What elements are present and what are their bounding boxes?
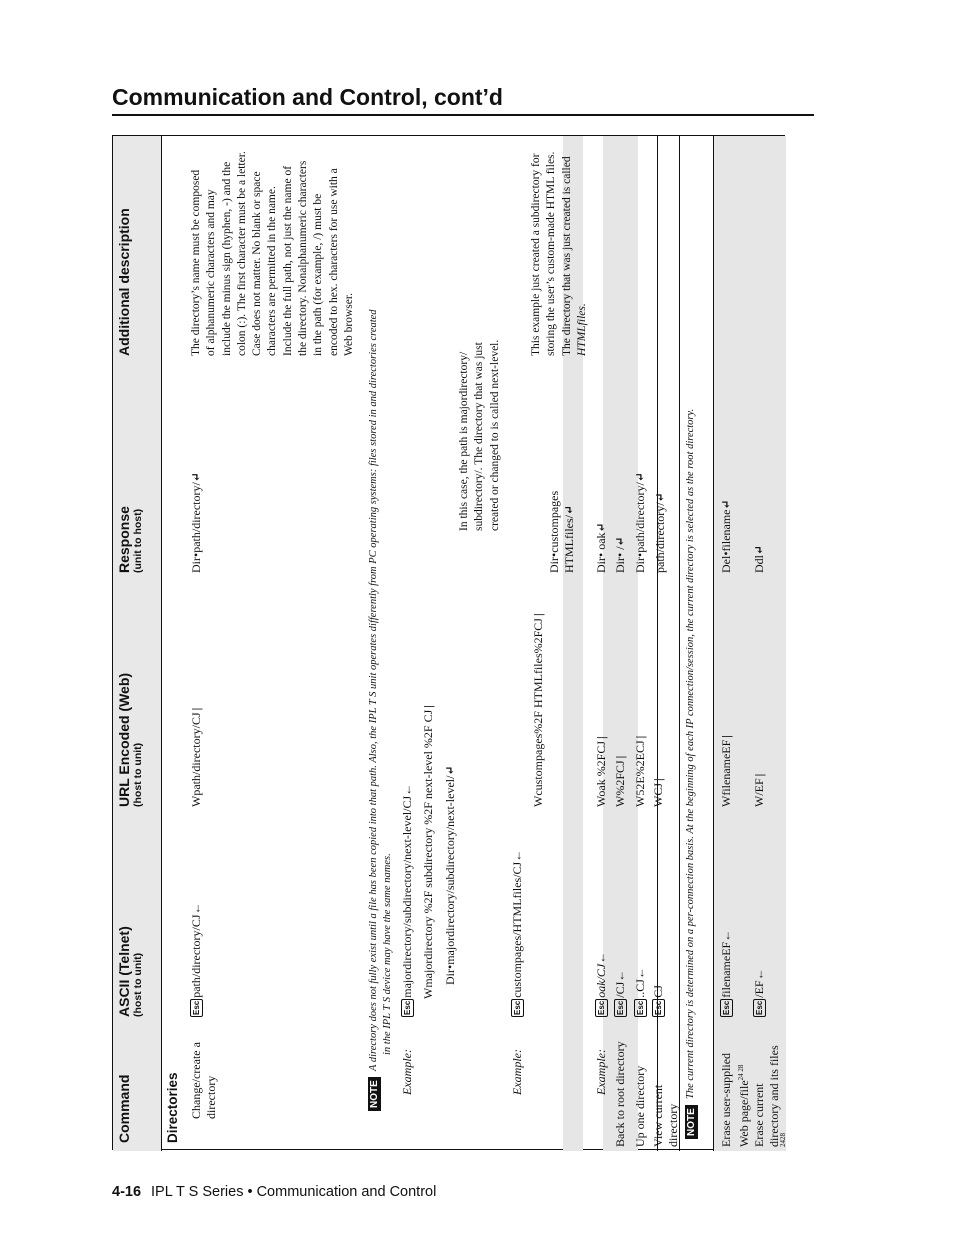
return-arrow-icon: ↵ [752, 544, 766, 555]
url-example3 [594, 736, 609, 807]
enter-arrow-icon: ← [510, 849, 524, 862]
esc-key-icon: Esc [636, 1000, 645, 1015]
ascii-erase-file-value: filenameEF [719, 941, 733, 998]
ascii-up-one [633, 967, 648, 1017]
desc-line: created or changed to is called next-level. [488, 339, 501, 531]
pipe-icon: | [752, 773, 766, 777]
ascii-example1-value: majordirectory/subdirectory/next-level/CJ [400, 795, 414, 998]
cmd-change-dir-line2: directory [204, 1075, 218, 1119]
desc-line: Web browser. [342, 293, 355, 356]
header-response [117, 506, 144, 573]
enter-arrow-icon: ← [613, 969, 627, 982]
header-command: Command [116, 1074, 132, 1143]
note1-line1: A directory does not fully exist until a file has been copied into that path. Also, the IPL T S unit operates differently from PC operating systems: files stored in and directories created [368, 309, 379, 1071]
ascii-erase-file [719, 930, 734, 1017]
response-example2-line2 [562, 505, 577, 573]
return-arrow-icon: ↵ [613, 536, 627, 547]
header-url-sub: (host to unit) [132, 742, 144, 807]
example3-label: Example: [594, 1049, 608, 1095]
cmd-change-dir-line1: Change/create a [189, 1042, 203, 1119]
rotated-table-content [113, 136, 786, 1151]
url-view-current [651, 778, 666, 807]
desc-line: In this case, the path is majordirectory/ [458, 351, 470, 531]
desc-line: storing the user’s custom-made HTML files. [545, 151, 558, 356]
ascii-back-root [613, 970, 628, 1017]
note-badge: NOTE [368, 1077, 381, 1111]
response-example3 [594, 522, 609, 573]
ascii-change-dir [189, 902, 204, 1017]
url-example2 [531, 613, 546, 807]
desc-line: Case does not matter. No blank or space [251, 171, 264, 356]
ascii-view-current-value: CJ [651, 985, 665, 998]
desc-line: of alphanumeric characters and may [205, 189, 218, 356]
esc-key-icon: Esc [192, 1000, 201, 1015]
desc-change-dir [189, 132, 357, 356]
desc-line: include the minus sign (hyphen, -) and the [220, 161, 233, 356]
url-erase-file [719, 735, 734, 807]
cmd-view-current-line1: View current [651, 1084, 665, 1147]
response-example1 [443, 765, 458, 1017]
esc-key-icon: Esc [616, 1000, 625, 1015]
response-up-one-line1 [633, 472, 648, 573]
return-arrow-icon: ↵ [633, 472, 647, 483]
footnote-ref: 2428 [779, 1133, 787, 1147]
header-response-sub: (unit to host) [132, 508, 144, 573]
row-divider [679, 136, 680, 1151]
pipe-icon: | [531, 613, 545, 617]
response-up-one-value2: path/directory/ [653, 502, 667, 573]
url-example3-value: Woak %2FCJ [594, 740, 608, 807]
ascii-change-dir-value: path/directory/CJ [189, 914, 203, 998]
desc-line: colon (:). The first character must be a letter. [235, 151, 248, 356]
cmd-erase-dir-line2: directory and its files [767, 1045, 781, 1147]
pipe-icon: | [189, 707, 203, 711]
enter-arrow-icon: ← [633, 967, 647, 980]
response-erase-file-value: Del•filename [719, 509, 733, 573]
response-up-one-line2 [653, 492, 668, 573]
command-table [112, 135, 785, 1150]
desc-line: in the path (for example, /) must be [312, 193, 325, 356]
ascii-example1 [400, 784, 415, 1017]
return-arrow-icon: ↵ [562, 504, 576, 515]
response-example2-value: HTMLfiles/ [562, 515, 576, 573]
url-back-root-value: W%2FCJ [613, 760, 627, 807]
desc-line: This example just created a subdirectory for [530, 153, 542, 356]
row-divider [713, 136, 714, 1151]
page-number: 4-16 [112, 1184, 142, 1200]
desc-line: HTMLfiles. [575, 303, 588, 356]
example1-label: Example: [400, 1049, 414, 1095]
pipe-icon: | [719, 735, 733, 738]
note1-line2: in the IPL T S device may have the same names. [382, 853, 393, 1055]
footer-text: IPL T S Series • Communication and Control [151, 1184, 437, 1200]
cmd-erase-file-line2 [734, 1065, 752, 1147]
header-description: Additional description [116, 208, 132, 356]
return-arrow-icon: ↵ [653, 492, 667, 503]
header-url-label: URL Encoded (Web) [116, 672, 132, 807]
response-change-dir-value: Dir•path/directory/ [189, 482, 203, 573]
response-example3-value: Dir• oak [594, 532, 608, 573]
section-directories: Directories [165, 1072, 180, 1143]
url-erase-dir [752, 774, 767, 807]
desc-line: the directory. Nonalphanumeric characters [297, 160, 310, 356]
ascii-erase-dir-value: /EF [752, 980, 766, 998]
url-view-current-value: WCJ [651, 783, 665, 807]
response-erase-dir [752, 545, 767, 573]
response-up-one-value1: Dir•path/directory/ [633, 482, 647, 573]
url-up-one [633, 736, 648, 807]
url-example1-value: Wmajordirectory %2F subdirectory %2F next-level %2F CJ [421, 709, 435, 999]
esc-key-icon: Esc [597, 1000, 606, 1015]
example2-label: Example: [510, 1049, 524, 1095]
cmd-erase-file-value: Web page/file [737, 1080, 751, 1147]
ascii-up-one-value: ..CJ [633, 979, 647, 998]
esc-key-icon: Esc [654, 1000, 663, 1015]
cmd-up-one: Up one directory [633, 1065, 647, 1147]
return-arrow-icon: ↵ [443, 765, 457, 776]
return-arrow-icon: ↵ [594, 522, 608, 533]
response-back-root-value: Dir• / [613, 546, 627, 573]
url-example1 [421, 705, 436, 1017]
enter-arrow-icon: ← [719, 929, 733, 942]
header-ascii-label: ASCII (Telnet) [116, 926, 132, 1017]
url-back-root [613, 756, 628, 807]
return-arrow-icon: ↵ [719, 499, 733, 510]
note-badge: NOTE [685, 1105, 698, 1139]
response-change-dir [189, 472, 204, 573]
pipe-icon: | [613, 755, 627, 759]
response-back-root [613, 536, 628, 573]
pipe-icon: | [421, 705, 435, 708]
desc-line: encoded to hex. characters for use with a [327, 168, 340, 356]
desc-line: characters are permitted in the name. [266, 186, 279, 356]
pipe-icon: | [651, 778, 665, 781]
header-ascii [117, 926, 144, 1017]
enter-arrow-icon: ← [752, 968, 766, 981]
desc-line: Include the full path, not just the name of [281, 165, 294, 356]
esc-key-icon: Esc [403, 1000, 412, 1015]
cmd-back-root: Back to root directory [613, 1041, 627, 1147]
esc-key-icon: Esc [722, 1000, 731, 1015]
url-erase-dir-value: W/EF [752, 778, 766, 807]
enter-arrow-icon: ← [189, 902, 203, 915]
cmd-erase-dir-line1: Erase current [752, 1083, 766, 1147]
response-example2-line1: Dir•custompages [547, 490, 561, 573]
title-rule [112, 114, 814, 116]
url-example2-value: Wcustompages%2F HTMLfiles%2FCJ [531, 618, 545, 807]
desc-line: The directory that was just created is called [560, 156, 573, 356]
desc-line: The directory’s name must be composed [190, 169, 202, 356]
header-ascii-sub: (host to unit) [132, 952, 144, 1017]
desc-example1 [457, 311, 503, 531]
url-up-one-value: W52E%2ECJ [633, 740, 647, 807]
ascii-example3 [594, 952, 609, 1017]
response-erase-dir-value: Ddl [752, 555, 766, 573]
return-arrow-icon: ↵ [189, 472, 203, 483]
table-header [113, 136, 162, 1151]
pipe-icon: | [633, 735, 647, 739]
response-example1-value: Dir•majordirectory/subdirectory/next-level/ [443, 775, 457, 985]
ascii-example3-value: oak/CJ [594, 963, 608, 998]
pipe-icon: | [594, 736, 608, 739]
esc-key-icon: Esc [755, 1000, 764, 1015]
ascii-erase-dir [752, 968, 767, 1017]
desc-example2 [529, 132, 590, 356]
footnote-ref: 24 28 [737, 1064, 745, 1081]
url-change-dir-value: Wpath/directory/CJ [189, 712, 203, 807]
response-erase-file [719, 499, 734, 573]
desc-line: subdirectory/. The directory that was just [473, 342, 486, 531]
page-footer [112, 1184, 436, 1200]
ascii-example2-value: custompages/HTMLfiles/CJ [510, 861, 524, 998]
ascii-view-current [651, 985, 666, 1017]
enter-arrow-icon: ← [400, 783, 414, 796]
note2-text: The current directory is determined on a per-connection basis. At the beginning of each IP connection/session, the current directory is selected as the root directory. [685, 408, 696, 1099]
ascii-example2 [510, 850, 525, 1017]
page-title: Communication and Control, cont’d [112, 84, 503, 110]
ascii-back-root-value: /CJ [613, 981, 627, 998]
cmd-erase-file-line1: Erase user-supplied [719, 1052, 733, 1147]
esc-key-icon: Esc [513, 1000, 522, 1015]
enter-arrow-icon: ← [594, 951, 608, 964]
header-url [117, 673, 144, 807]
cmd-view-current-line2: directory [666, 1103, 680, 1147]
url-erase-file-value: WfilenameEF [719, 739, 733, 807]
header-response-label: Response [116, 506, 132, 573]
url-change-dir [189, 708, 204, 807]
